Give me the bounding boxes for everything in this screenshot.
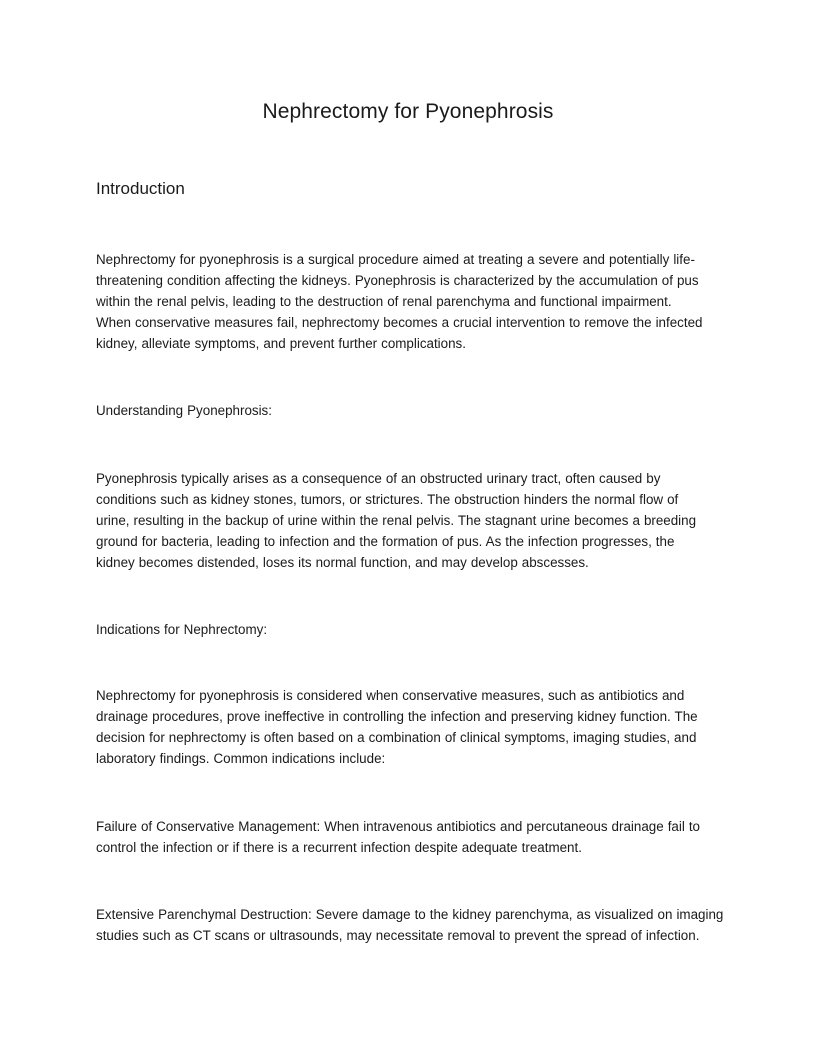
paragraph-line: Failure of Conservative Management: When intravenous antibiotics and percutaneous drainage fail to [96, 819, 700, 834]
introduction-heading: Introduction [96, 179, 185, 198]
paragraph-line: within the renal pelvis, leading to the destruction of renal parenchyma and functional impairment. [96, 294, 672, 309]
paragraph-line: decision for nephrectomy is often based on a combination of clinical symptoms, imaging studies, and [96, 730, 697, 745]
paragraph-line: threatening condition affecting the kidneys. Pyonephrosis is characterized by the accumulation of pus [96, 273, 699, 288]
paragraph-line: When conservative measures fail, nephrectomy becomes a crucial intervention to remove the infected [96, 315, 703, 330]
paragraph-line: Nephrectomy for pyonephrosis is a surgical procedure aimed at treating a severe and potentially life- [96, 252, 695, 267]
paragraph-line: Pyonephrosis typically arises as a consequence of an obstructed urinary tract, often caused by [96, 471, 661, 486]
paragraph-line: laboratory findings. Common indications include: [96, 751, 386, 766]
indications-paragraph [96, 685, 716, 769]
paragraph-line: kidney, alleviate symptoms, and prevent further complications. [96, 336, 466, 351]
destruction-paragraph [96, 904, 724, 946]
paragraph-line: studies such as CT scans or ultrasounds, may necessitate removal to prevent the spread of infection. [96, 928, 700, 943]
paragraph-line: Extensive Parenchymal Destruction: Severe damage to the kidney parenchyma, as visualized on imaging [96, 907, 724, 922]
paragraph-line: Nephrectomy for pyonephrosis is considered when conservative measures, such as antibiotics and [96, 688, 685, 703]
paragraph-line: drainage procedures, prove ineffective in controlling the infection and preserving kidney function. The [96, 709, 698, 724]
paragraph-line: ground for bacteria, leading to infection and the formation of pus. As the infection progresses, the [96, 534, 675, 549]
failure-paragraph [96, 816, 716, 858]
paragraph-line: control the infection or if there is a recurrent infection despite adequate treatment. [96, 840, 582, 855]
indications-heading: Indications for Nephrectomy: [96, 622, 268, 637]
understanding-paragraph [96, 468, 716, 573]
paragraph-line: conditions such as kidney stones, tumors, or strictures. The obstruction hinders the normal flow of [96, 492, 679, 507]
understanding-heading: Understanding Pyonephrosis: [96, 403, 272, 418]
introduction-paragraph [96, 249, 716, 354]
page-title: Nephrectomy for Pyonephrosis [262, 100, 554, 123]
paragraph-line: kidney becomes distended, loses its normal function, and may develop abscesses. [96, 555, 589, 570]
paragraph-line: urine, resulting in the backup of urine within the renal pelvis. The stagnant urine becomes a breeding [96, 513, 697, 528]
